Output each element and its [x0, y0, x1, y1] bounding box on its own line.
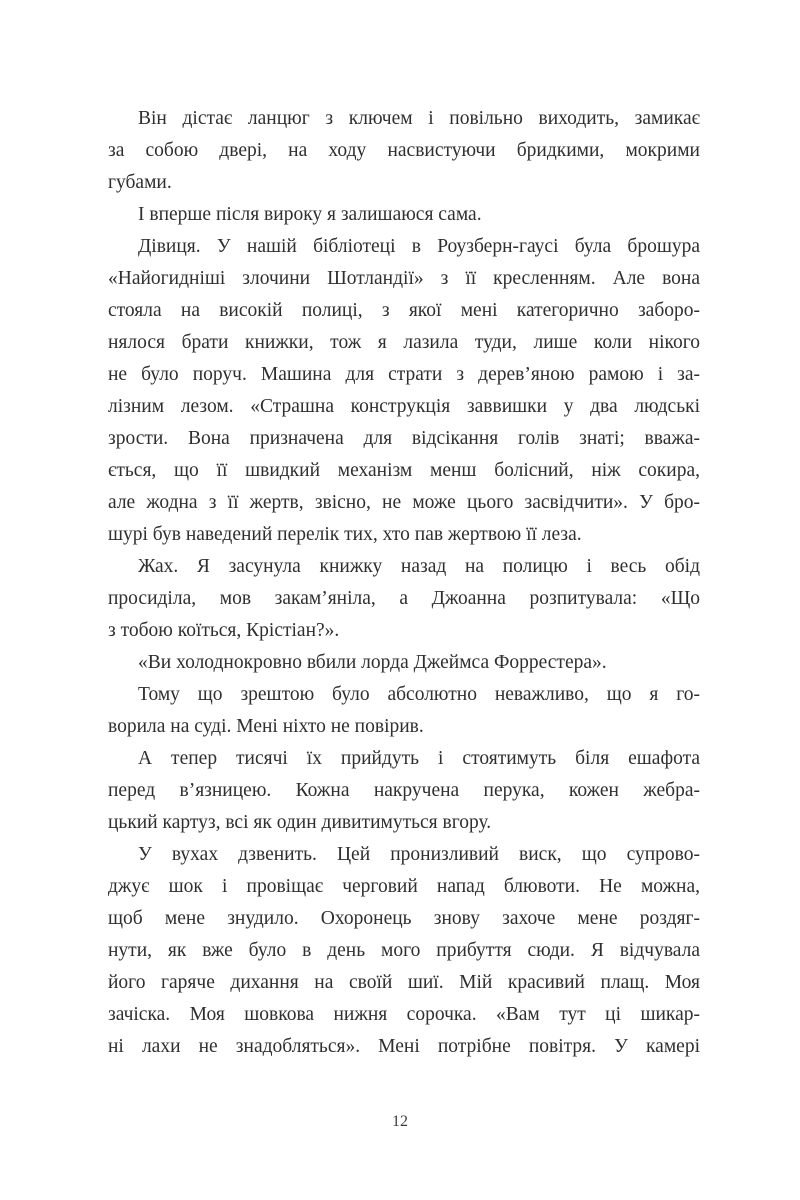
text-line: щоб мене знудило. Охоронець знову захоче мене роздяг-	[108, 908, 700, 929]
text-line: нялося брати книжки, тож я лазила туди, лише коли нікого	[108, 332, 700, 353]
text-line: з тобою коїться, Крістіан?».	[108, 620, 340, 641]
text-line: зрости. Вона призначена для відсікання голів знаті; вважа-	[108, 428, 700, 449]
paragraph	[108, 647, 700, 679]
text-line: просиділа, мов закам’яніла, а Джоанна розпитувала: «Що	[108, 588, 700, 609]
paragraph	[108, 231, 700, 551]
text-line: цький картуз, всі як один дивитимуться вгору.	[108, 812, 492, 833]
text-line: «Ви холоднокровно вбили лорда Джеймса Форрестера».	[138, 652, 607, 673]
text-line: губами.	[108, 172, 172, 193]
text-line: але жодна з її жертв, звісно, не може цього засвідчити». У бро-	[108, 492, 700, 513]
text-line: ні лахи не знадобляться». Мені потрібне повітря. У камері	[108, 1036, 700, 1057]
paragraph	[108, 551, 700, 647]
text-line: «Найогидніші злочини Шотландії» з її кресленням. Але вона	[108, 268, 700, 289]
page-number: 12	[392, 1113, 408, 1130]
text-line: Він дістає ланцюг з ключем і повільно виходить, замикає	[138, 108, 700, 129]
text-line: не було поруч. Машина для страти з дерев’яною рамою і за-	[108, 364, 700, 385]
text-line: перед в’язницею. Кожна накручена перука, кожен жебра-	[108, 780, 700, 801]
text-line: У вухах дзвенить. Цей пронизливий виск, що супрово-	[138, 844, 700, 865]
text-line: ється, що її швидкий механізм менш болісний, ніж сокира,	[108, 460, 700, 481]
text-line: джує шок і провіщає черговий напад блювоти. Не можна,	[108, 876, 700, 897]
paragraph	[108, 839, 700, 1063]
paragraph	[108, 103, 700, 199]
text-line: ворила на суді. Мені ніхто не повірив.	[108, 716, 424, 737]
paragraph	[108, 199, 700, 231]
text-line: зачіска. Моя шовкова нижня сорочка. «Вам тут ці шикар-	[108, 1004, 700, 1025]
paragraph	[108, 679, 700, 743]
text-line: за собою двері, на ходу насвистуючи бридкими, мокрими	[108, 140, 700, 161]
text-line: стояла на високій полиці, з якої мені категорично заборо-	[108, 300, 700, 321]
paragraph	[108, 743, 700, 839]
text-line: Жах. Я засунула книжку назад на полицю і весь обід	[138, 556, 700, 577]
text-line: А тепер тисячі їх прийдуть і стоятимуть біля ешафота	[138, 748, 700, 769]
text-line: нути, як вже було в день мого прибуття сюди. Я відчувала	[108, 940, 700, 961]
text-line: І вперше після вироку я залишаюся сама.	[138, 204, 482, 225]
text-line: Тому що зрештою було абсолютно неважливо, що я го-	[138, 684, 700, 705]
text-line: його гаряче дихання на своїй шиї. Мій красивий плащ. Моя	[108, 972, 700, 993]
text-line: Дівиця. У нашій бібліотеці в Роузберн-гаусі була брошура	[138, 236, 700, 257]
text-line: шурі був наведений перелік тих, хто пав жертвою її леза.	[108, 524, 582, 545]
text-line: лізним лезом. «Страшна конструкція заввишки у два людські	[108, 396, 700, 417]
page-text-block	[108, 103, 700, 1063]
